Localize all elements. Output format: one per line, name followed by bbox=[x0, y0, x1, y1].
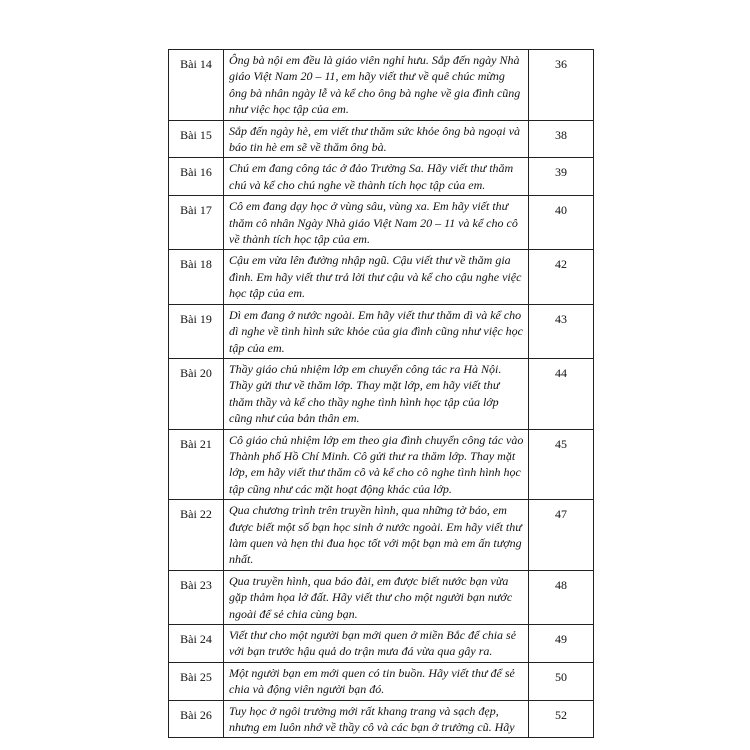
lesson-label: Bài 17 bbox=[169, 196, 224, 250]
lesson-label: Bài 20 bbox=[169, 358, 224, 429]
page-number: 38 bbox=[529, 120, 594, 158]
lesson-label: Bài 15 bbox=[169, 120, 224, 158]
toc-row bbox=[169, 570, 594, 624]
page-number: 48 bbox=[529, 570, 594, 624]
lesson-label: Bài 19 bbox=[169, 304, 224, 358]
lesson-description: Cô em đang dạy học ở vùng sâu, vùng xa. Em hãy viết thư thăm cô nhân Ngày Nhà giáo Việt Nam 20 – 11 và kể cho cô về thành tích học tập của em. bbox=[224, 196, 529, 250]
lesson-description: Viết thư cho một người bạn mới quen ở miền Bắc để chia sẻ với bạn trước hậu quả do trận mưa đá vừa qua gây ra. bbox=[224, 625, 529, 663]
page-number: 43 bbox=[529, 304, 594, 358]
toc-row bbox=[169, 250, 594, 304]
lesson-description: Cậu em vừa lên đường nhập ngũ. Cậu viết thư về thăm gia đình. Em hãy viết thư trả lời thư cậu và kể cho cậu nghe việc học tập của em. bbox=[224, 250, 529, 304]
lesson-label: Bài 25 bbox=[169, 662, 224, 700]
toc-row bbox=[169, 196, 594, 250]
lesson-description: Cô giáo chủ nhiệm lớp em theo gia đình chuyển công tác vào Thành phố Hồ Chí Minh. Cô gửi thư ra thăm lớp. Thay mặt lớp, em hãy viết thư thăm cô và kể cho cô nghe tình hình học tập cũng như các mặt hoạt động khác của lớp. bbox=[224, 429, 529, 500]
lesson-label: Bài 21 bbox=[169, 429, 224, 500]
lesson-label: Bài 26 bbox=[169, 700, 224, 738]
lesson-label: Bài 16 bbox=[169, 158, 224, 196]
toc-row bbox=[169, 500, 594, 571]
page-number: 42 bbox=[529, 250, 594, 304]
lesson-description: Qua truyền hình, qua báo đài, em được biết nước bạn vừa gặp thảm họa lở đất. Hãy viết thư cho một người bạn nước ngoài để sẻ chia cùng bạn. bbox=[224, 570, 529, 624]
toc-row bbox=[169, 304, 594, 358]
lesson-description: Tuy học ở ngôi trường mới rất khang trang và sạch đẹp, nhưng em luôn nhớ về thầy cô và các bạn ở trường cũ. Hãy bbox=[224, 700, 529, 738]
lesson-description: Sắp đến ngày hè, em viết thư thăm sức khỏe ông bà ngoại và báo tin hè em sẽ về thăm ông bà. bbox=[224, 120, 529, 158]
page-number: 49 bbox=[529, 625, 594, 663]
lesson-label: Bài 24 bbox=[169, 625, 224, 663]
lesson-description: Ông bà nội em đều là giáo viên nghỉ hưu. Sắp đến ngày Nhà giáo Việt Nam 20 – 11, em hãy viết thư về quê chúc mừng ông bà nhân ngày lễ và kể cho ông bà nghe về gia đình cũng như việc học tập của em. bbox=[224, 50, 529, 121]
toc-row bbox=[169, 429, 594, 500]
lesson-label: Bài 23 bbox=[169, 570, 224, 624]
lesson-description: Dì em đang ở nước ngoài. Em hãy viết thư thăm dì và kể cho dì nghe về tình hình sức khỏe của gia đình cũng như việc học tập của em. bbox=[224, 304, 529, 358]
lesson-description: Một người bạn em mới quen có tin buồn. Hãy viết thư để sẻ chia và động viên người bạn đó. bbox=[224, 662, 529, 700]
page-number: 39 bbox=[529, 158, 594, 196]
page-number: 44 bbox=[529, 358, 594, 429]
lesson-description: Qua chương trình trên truyền hình, qua những tờ báo, em được biết một số bạn học sinh ở nước ngoài. Em hãy viết thư làm quen và hẹn thi đua học tốt với một bạn mà em ấn tượng nhất. bbox=[224, 500, 529, 571]
page-number: 52 bbox=[529, 700, 594, 738]
toc-row bbox=[169, 120, 594, 158]
toc-row bbox=[169, 50, 594, 121]
toc-row bbox=[169, 358, 594, 429]
page-number: 47 bbox=[529, 500, 594, 571]
page-number: 50 bbox=[529, 662, 594, 700]
page-number: 36 bbox=[529, 50, 594, 121]
lesson-description: Thầy giáo chủ nhiệm lớp em chuyển công tác ra Hà Nội. Thầy gửi thư về thăm lớp. Thay mặt lớp, em hãy viết thư thăm thầy và kể cho thầy nghe tình hình học tập của lớp cũng như của bản thân em. bbox=[224, 358, 529, 429]
lesson-label: Bài 18 bbox=[169, 250, 224, 304]
page-number: 45 bbox=[529, 429, 594, 500]
page-number: 40 bbox=[529, 196, 594, 250]
lesson-description: Chú em đang công tác ở đảo Trường Sa. Hãy viết thư thăm chú và kể cho chú nghe về thành tích học tập của em. bbox=[224, 158, 529, 196]
toc-row bbox=[169, 158, 594, 196]
lesson-label: Bài 22 bbox=[169, 500, 224, 571]
toc-row bbox=[169, 700, 594, 738]
lesson-label: Bài 14 bbox=[169, 50, 224, 121]
toc-row bbox=[169, 625, 594, 663]
table-of-contents bbox=[168, 49, 594, 738]
toc-row bbox=[169, 662, 594, 700]
toc-body bbox=[169, 50, 594, 738]
